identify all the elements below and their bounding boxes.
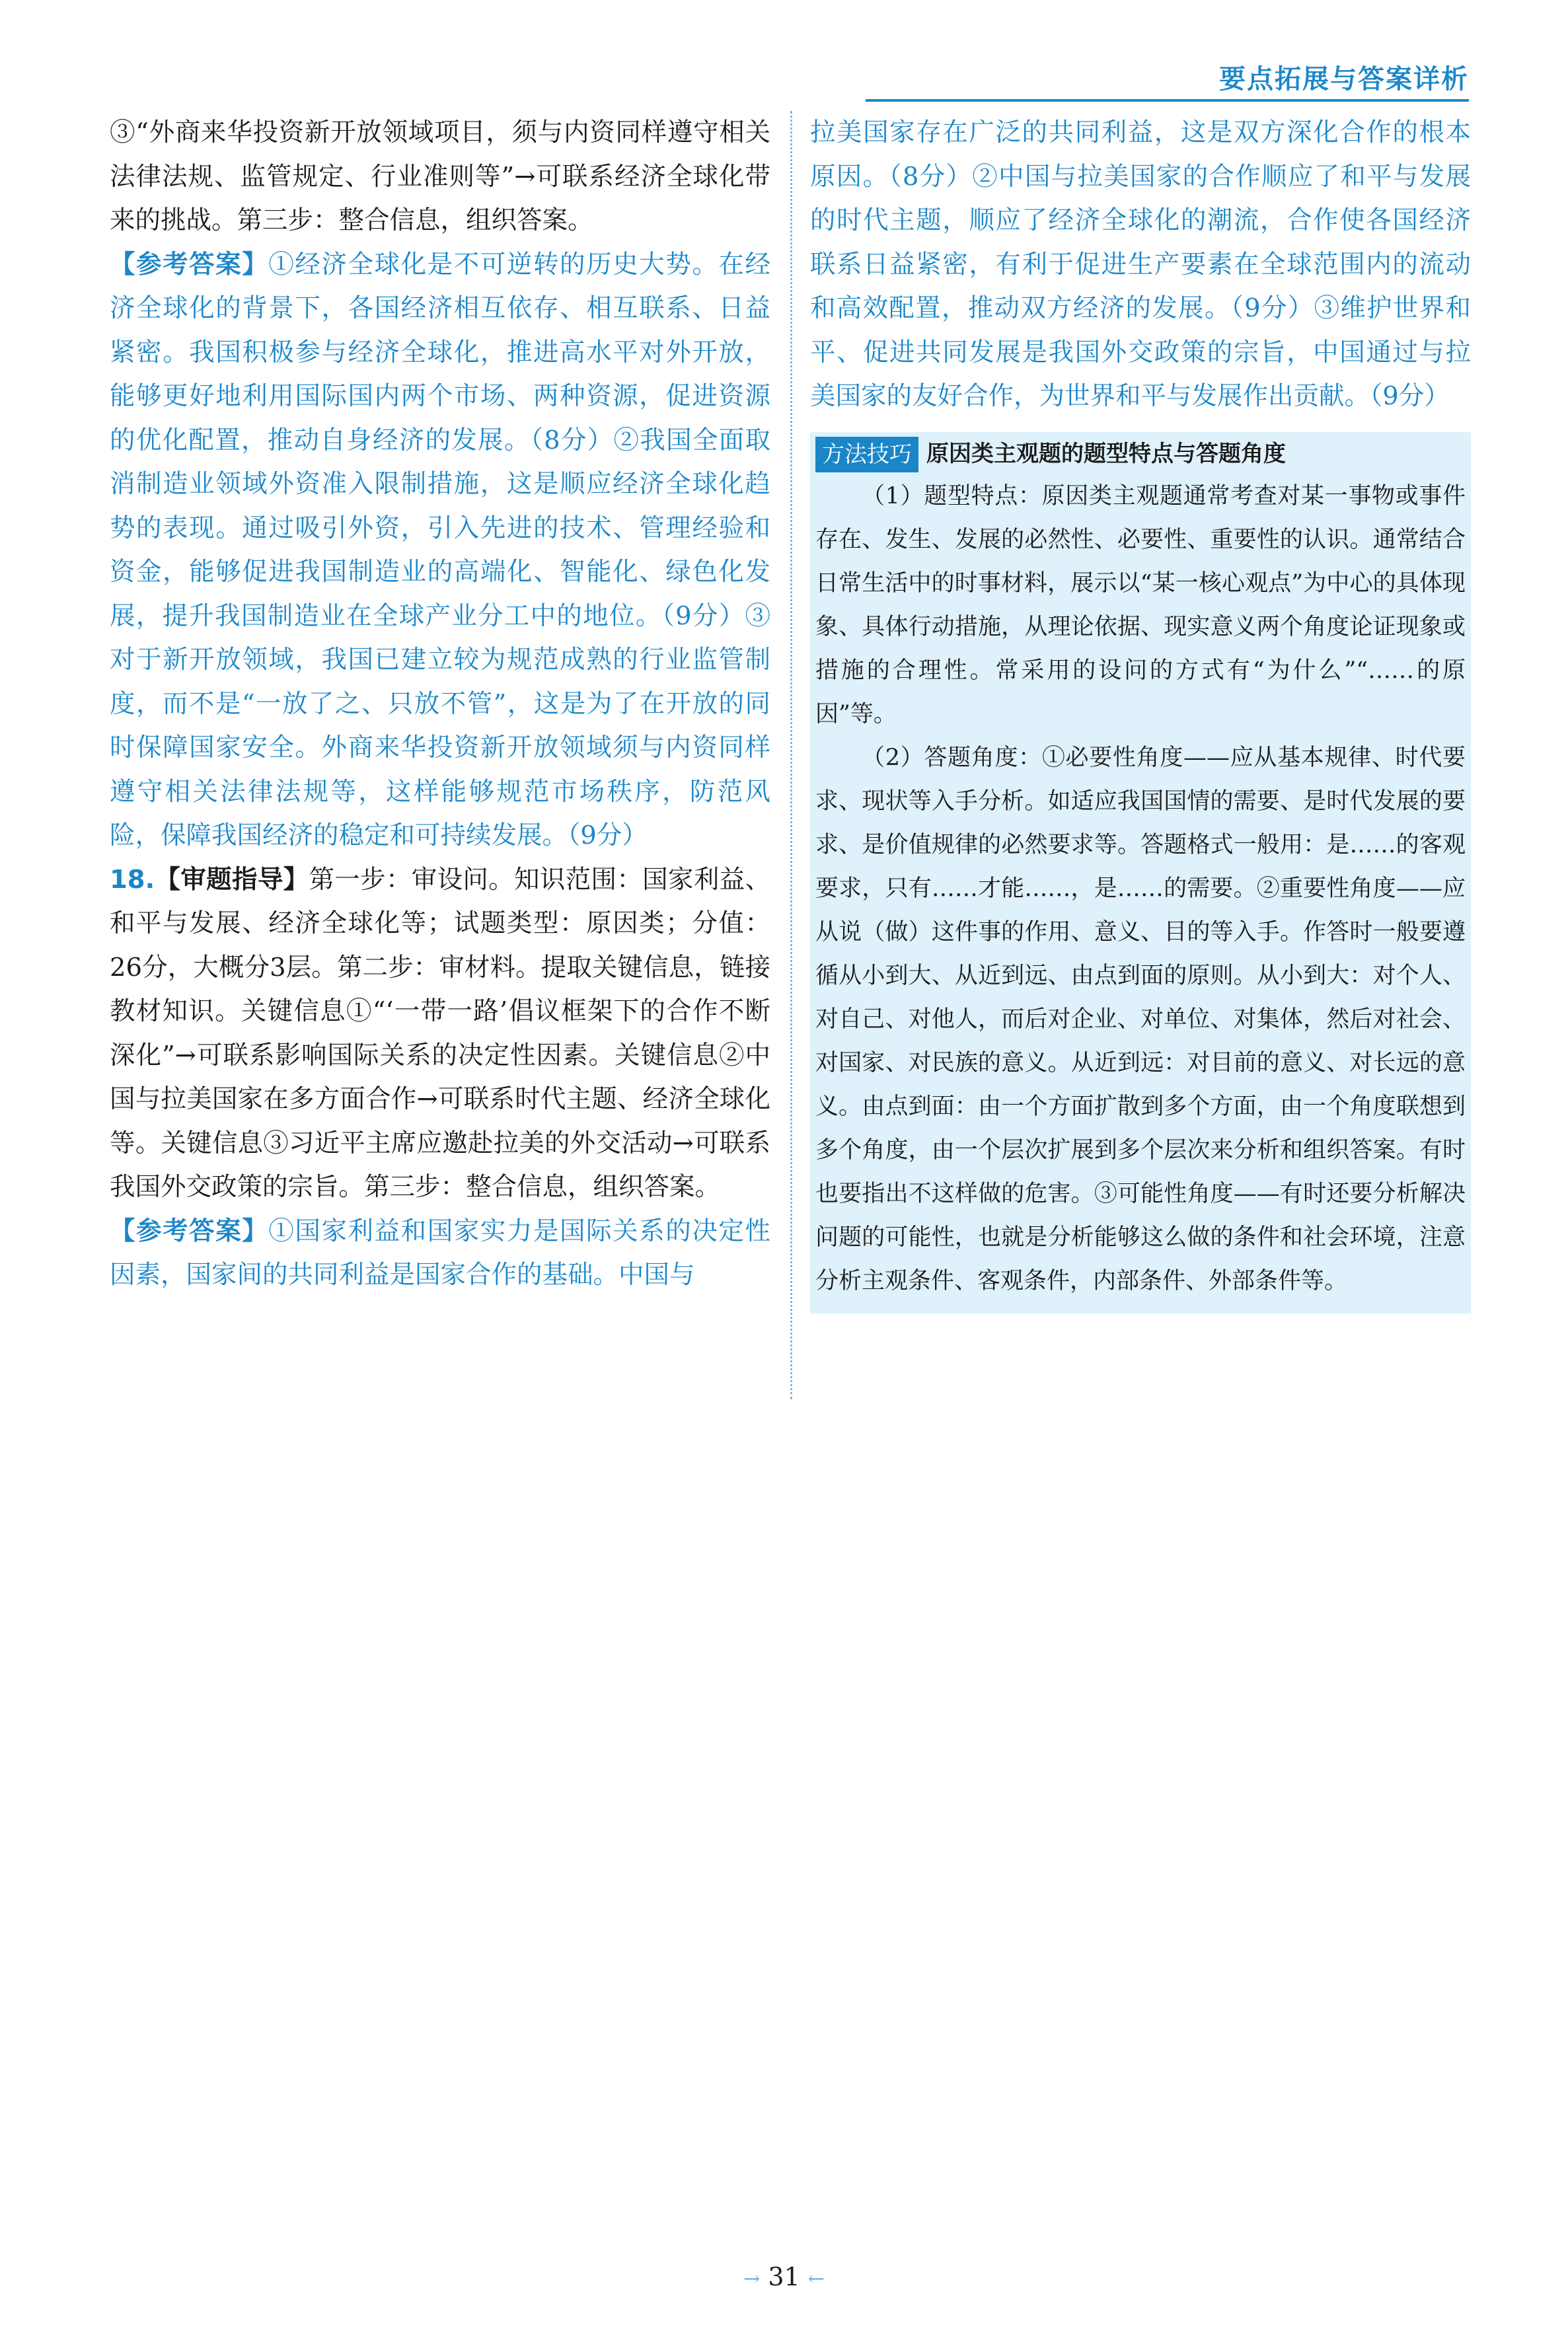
answer-tag: 【参考答案】 [110,249,269,279]
tip-header [815,435,1466,474]
tip-title: 原因类主观题的题型特点与答题角度 [926,441,1286,468]
answer-18 [110,1210,770,1298]
right-column [810,111,1471,1313]
guide-tag: 【审题指导】 [155,864,309,895]
arrow-left-icon: ← [807,2268,825,2291]
page-footer [0,2262,1568,2291]
method-tip-box [810,432,1471,1313]
page-header-title: 要点拓展与答案详析 [1219,64,1469,94]
header-rule [866,99,1469,102]
left-column [110,111,770,1298]
tip-paragraph-features: （1）题型特点：原因类主观题通常考查对某一事物或事件存在、发生、发展的必然性、必要性、重要性的认识。通常结合日常生活中的时事材料，展示以“某一核心观点”为中心的具体现象、具体行动措施，从理论依据、现实意义两个角度论证现象或措施的合理性。常采用的设问的方式有“为什么”“……的原因”等。 [815,482,1466,727]
answer-18-continued: 拉美国家存在广泛的共同利益，这是双方深化合作的根本原因。（8分）②中国与拉美国家的合作顺应了和平与发展的时代主题，顺应了经济全球化的潮流，合作使各国经济联系日益紧密，有利于促进生产要素在全球范围内的流动和高效配置，推动双方经济的发展。（9分）③维护世界和平、促进共同发展是我国外交政策的宗旨，中国通过与拉美国家的友好合作，为世界和平与发展作出贡献。（9分） [810,118,1471,411]
page-number: 31 [768,2262,800,2291]
tip-label: 方法技巧 [815,437,918,472]
question-18-guide [110,858,770,1210]
answer-text: ①经济全球化是不可逆转的历史大势。在经济全球化的背景下，各国经济相互依存、相互联系、日益紧密。我国积极参与经济全球化，推进高水平对外开放，能够更好地利用国际国内两个市场、两种资源，促进资源的优化配置，推动自身经济的发展。（8分）②我国全面取消制造业领域外资准入限制措施，这是顺应经济全球化趋势的表现。通过吸引外资，引入先进的技术、管理经验和资金，能够促进我国制造业的高端化、智能化、绿色化发展，提升我国制造业在全球产业分工中的地位。（9分）③对于新开放领域，我国已建立较为规范成熟的行业监管制度，而不是“一放了之、只放不管”，这是为了在开放的同时保障国家安全。外商来华投资新开放领域须与内资同样遵守相关法律法规等，这样能够规范市场秩序，防范风险，保障我国经济的稳定和可持续发展。（9分） [110,249,770,850]
tip-paragraph-angles: （2）答题角度：①必要性角度——应从基本规律、时代要求、现状等入手分析。如适应我国国情的需要、是时代发展的要求、是价值规律的必然要求等。答题格式一般用：是……的客观要求，只有……才能……，是……的需要。②重要性角度——应从说（做）这件事的作用、意义、目的等入手。作答时一般要遵循从小到大、从近到远、由点到面的原则。从小到大：对个人、对自己、对他人，而后对企业、对单位、对集体，然后对社会、对国家、对民族的意义。从近到远：对目前的意义、对长远的意义。由点到面：由一个方面扩散到多个方面，由一个角度联想到多个角度，由一个层次扩展到多个层次来分析和组织答案。有时也要指出不这样做的危害。③可能性角度——有时还要分析解决问题的可能性，也就是分析能够这么做的条件和社会环境，注意分析主观条件、客观条件，内部条件、外部条件等。 [815,744,1466,1294]
column-divider [790,111,792,1399]
answer-17 [110,243,770,858]
paragraph-step3: ③“外商来华投资新开放领域项目，须与内资同样遵守相关法律法规、监管规定、行业准则等”→可联系经济全球化带来的挑战。第三步：整合信息，组织答案。 [110,118,770,235]
answer-text: ①国家利益和国家实力是国际关系的决定性因素，国家间的共同利益是国家合作的基础。中国与 [110,1216,770,1290]
question-number: 18. [110,864,155,895]
arrow-right-icon: → [743,2268,761,2291]
guide-text: 第一步：审设问。知识范围：国家利益、和平与发展、经济全球化等；试题类型：原因类；分值：26分，大概分3层。第二步：审材料。提取关键信息，链接教材知识。关键信息①“‘一带一路’倡议框架下的合作不断深化”→可联系影响国际关系的决定性因素。关键信息②中国与拉美国家在多方面合作→可联系时代主题、经济全球化等。关键信息③习近平主席应邀赴拉美的外交活动→可联系我国外交政策的宗旨。第三步：整合信息，组织答案。 [110,864,770,1202]
answer-tag: 【参考答案】 [110,1216,269,1246]
